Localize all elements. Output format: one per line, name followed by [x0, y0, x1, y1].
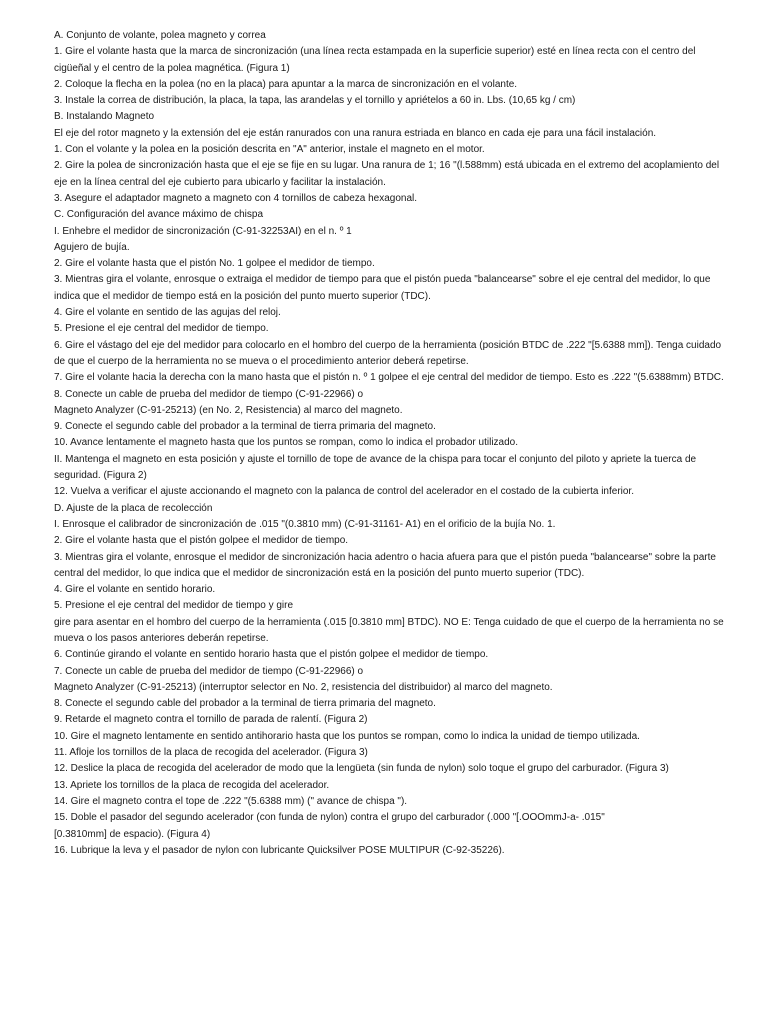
document-body — [54, 28, 724, 859]
section-b-intro: El eje del rotor magneto y la extensión del eje están ranurados con una ranura estriada en blanco en cada eje para una fácil instalación. — [54, 127, 657, 139]
step-c-2: 2. Gire el volante hasta que el pistón No. 1 golpee el medidor de tiempo. — [54, 258, 375, 270]
step-b-1: 1. Con el volante y la polea en la posición descrita en "A" anterior, instale el magneto en el motor. — [54, 144, 485, 156]
step-d-9: 9. Retarde el magneto contra el tornillo de parada de ralentí. (Figura 2) — [54, 714, 368, 726]
step-d-14: 14. Gire el magneto contra el tope de .222 "(5.6388 mm) (" avance de chispa "). — [54, 795, 408, 807]
step-d-8: 8. Conecte el segundo cable del probador a la terminal de tierra primaria del magneto. — [54, 698, 436, 710]
step-d-7: 7. Conecte un cable de prueba del medidor de tiempo (C-91-22966) o — [54, 665, 364, 677]
step-a-2: 2. Coloque la flecha en la polea (no en la placa) para apuntar a la marca de sincronización en el volante. — [54, 78, 518, 90]
step-b-3: 3. Asegure el adaptador magneto a magneto con 4 tornillos de cabeza hexagonal. — [54, 192, 418, 204]
step-c-4: 4. Gire el volante en sentido de las agujas del reloj. — [54, 307, 281, 319]
step-c-5: 5. Presione el eje central del medidor de tiempo. — [54, 323, 269, 335]
step-d-2: 2. Gire el volante hasta que el pistón golpee el medidor de tiempo. — [54, 535, 349, 547]
step-d-1: I. Enrosque el calibrador de sincronización de .015 "(0.3810 mm) (C-91-31161- A1) en el orificio de la bujía No. 1. — [54, 518, 556, 530]
section-heading-d: D. Ajuste de la placa de recolección — [54, 502, 213, 514]
step-d-15: 15. Doble el pasador del segundo acelerador (con funda de nylon) contra el grupo del carburador (.000 "[.OOOmmJ-a- .015" — [54, 812, 605, 824]
step-d-5: 5. Presione el eje central del medidor de tiempo y gire — [54, 600, 294, 612]
step-d-12: 12. Deslice la placa de recogida del acelerador de modo que la lengüeta (sin funda de nylon) solo toque el grupo del carburador. (Figura 3) — [54, 763, 669, 775]
step-b-2: 2. Gire la polea de sincronización hasta que el eje se fije en su lugar. Una ranura de 1; 16 "(l.588mm) está ubicada en el extremo del acoplamiento del eje en la línea central del eje cubierto para ubicarlo y facilitar la instalación. — [54, 160, 720, 188]
step-c-1: I. Enhebre el medidor de sincronización (C-91-32253AI) en el n. º 1 — [54, 225, 352, 237]
step-c-10: 10. Avance lentamente el magneto hasta que los puntos se rompan, como lo indica el probador utilizado. — [54, 437, 518, 449]
step-d-4: 4. Gire el volante en sentido horario. — [54, 584, 216, 596]
section-heading-a: A. Conjunto de volante, polea magneto y correa — [54, 30, 266, 41]
step-c-6: 6. Gire el vástago del eje del medidor para colocarlo en el hombro del cuerpo de la herramienta (posición BTDC de .222 "[5.6388 mm]). Tenga cuidado de que el cuerpo de la herramienta no se mueva o el procedimiento anterior deberá repetirse. — [54, 339, 722, 367]
step-d-16: 16. Lubrique la leva y el pasador de nylon con lubricante Quicksilver POSE MULTIPUR (C-92-35226). — [54, 844, 505, 856]
step-c-11: II. Mantenga el magneto en esta posición y ajuste el tornillo de tope de avance de la chispa para tocar el conjunto del piloto y apriete la tuerca de seguridad. (Figura 2) — [54, 453, 697, 482]
step-c-7: 7. Gire el volante hacia la derecha con la mano hasta que el pistón n. º 1 golpee el eje central del medidor de tiempo. Esto es .222 "(5.6388mm) BTDC. — [54, 372, 724, 384]
step-d-5-cont: gire para asentar en el hombro del cuerpo de la herramienta (.015 [0.3810 mm] BTDC). NO E: Tenga cuidado de que el cuerpo de la herramienta no se mueva o los pasos anteriores deberán repetirse. — [54, 616, 724, 644]
step-d-15-cont: [0.3810mm] de espacio). (Figura 4) — [54, 828, 211, 840]
step-a-1: 1. Gire el volante hasta que la marca de sincronización (una línea recta estampada en la superficie superior) esté en línea recta con el centro del cigüeñal y el centro de la polea magnética. (Figura 1) — [54, 46, 696, 74]
section-heading-c: C. Configuración del avance máximo de chispa — [54, 209, 263, 221]
step-d-6: 6. Continúe girando el volante en sentido horario hasta que el pistón golpee el medidor de tiempo. — [54, 649, 489, 661]
step-c-12: 12. Vuelva a verificar el ajuste accionando el magneto con la palanca de control del acelerador en el costado de la cubierta inferior. — [54, 486, 634, 498]
step-c-9: 9. Conecte el segundo cable del probador a la terminal de tierra primaria del magneto. — [54, 421, 436, 433]
step-d-7-cont: Magneto Analyzer (C-91-25213) (interruptor selector en No. 2, resistencia del distribuidor) al marco del magneto. — [54, 681, 553, 693]
step-d-10: 10. Gire el magneto lentamente en sentido antihorario hasta que los puntos se rompan, como lo indica la unidad de tiempo utilizada. — [54, 730, 640, 742]
step-d-13: 13. Apriete los tornillos de la placa de recogida del acelerador. — [54, 779, 330, 791]
step-d-11: 11. Afloje los tornillos de la placa de recogida del acelerador. (Figura 3) — [54, 747, 368, 759]
step-c-1-cont: Agujero de bujía. — [54, 241, 130, 253]
step-c-3: 3. Mientras gira el volante, enrosque o extraiga el medidor de tiempo para que el pistón pueda "balancearse" sobre el eje central del medidor, lo que indica que el medidor de tiempo está en la posición del punto muerto superior (TDC). — [54, 274, 711, 302]
step-c-8: 8. Conecte un cable de prueba del medidor de tiempo (C-91-22966) o — [54, 388, 364, 400]
step-d-3: 3. Mientras gira el volante, enrosque el medidor de sincronización hacia adentro o hacia afuera para que el pistón pueda "balancearse" sobre la parte central del medidor, lo que indica que el medidor de sincronización está en la posición del punto muerto superior (TDC). — [54, 551, 716, 579]
step-a-3: 3. Instale la correa de distribución, la placa, la tapa, las arandelas y el tornillo y apriételos a 60 in. Lbs. (10,65 kg / cm) — [54, 95, 576, 107]
step-c-8-cont: Magneto Analyzer (C-91-25213) (en No. 2, Resistencia) al marco del magneto. — [54, 404, 403, 416]
section-heading-b: B. Instalando Magneto — [54, 111, 155, 123]
